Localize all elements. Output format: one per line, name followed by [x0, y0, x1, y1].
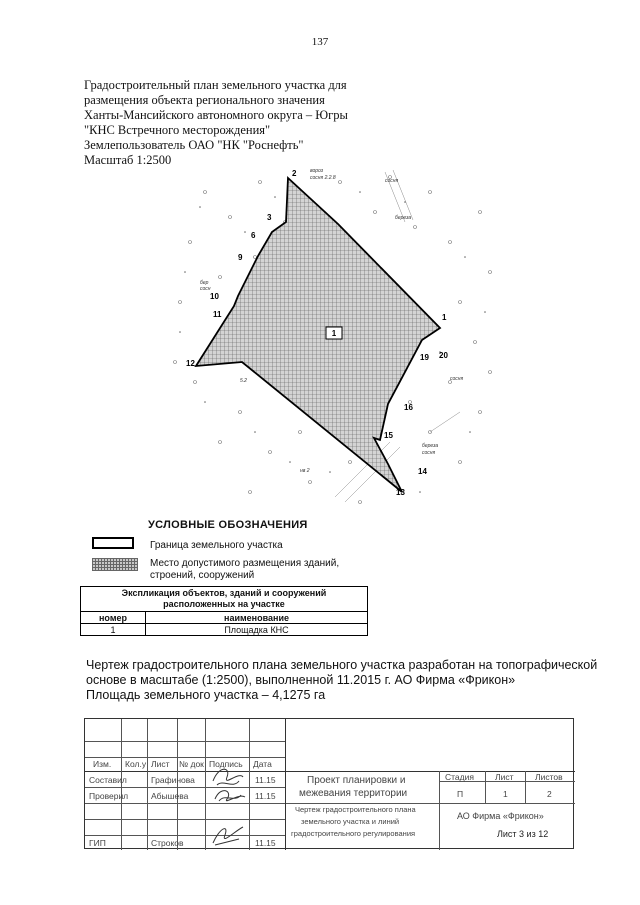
- svg-text:бер: бер: [200, 280, 209, 286]
- drawing-note: [86, 658, 597, 703]
- point-label: 13: [396, 488, 405, 497]
- signature-image: [209, 819, 249, 849]
- legend-placement-text: [150, 558, 339, 582]
- point-label: 9: [238, 253, 243, 262]
- point-label: 20: [439, 351, 448, 360]
- stamp-role: ГИП: [89, 838, 106, 848]
- sheet-value: 1: [503, 789, 508, 799]
- area-line: Площадь земельного участка – 4,1275 га: [86, 688, 326, 702]
- row-name: Площадка КНС: [146, 624, 368, 636]
- sheet-info: Лист 3 из 12: [497, 829, 549, 839]
- svg-text:сосн: сосн: [200, 286, 211, 292]
- note-line: Чертеж градостроительного плана земельного участка разработан на топографической: [86, 658, 598, 672]
- header-line: "КНС Встречного месторождения": [84, 123, 271, 137]
- company-name: АО Фирма «Фрикон»: [457, 811, 544, 821]
- header-line: размещения объекта регионального значения: [84, 93, 325, 107]
- explication-table: [80, 586, 368, 636]
- drawing-title: градостроительного регулирования: [291, 829, 416, 838]
- drawing-title: Чертеж градостроительного плана: [295, 805, 416, 814]
- legend-boundary-row: [92, 537, 392, 551]
- svg-text:нв 2: нв 2: [300, 468, 310, 474]
- svg-text:вороз: вороз: [310, 168, 324, 174]
- stamp-header: Кол.у: [125, 759, 147, 769]
- legend-placement-line: строений, сооружений: [150, 570, 255, 581]
- header-line: Ханты-Мансийского автономного округа – Югры: [84, 108, 348, 122]
- stamp-role: Проверил: [89, 791, 129, 801]
- col-sheets: Листов: [535, 772, 563, 782]
- land-plot-map: [160, 162, 500, 517]
- col-sheet: Лист: [495, 772, 514, 782]
- table-row: [81, 624, 368, 636]
- point-label: 11: [213, 310, 222, 319]
- object-label: 1: [331, 329, 337, 338]
- scale-line: Масштаб 1:2500: [84, 153, 172, 167]
- point-label: 14: [418, 467, 427, 476]
- header-line: Градостроительный план земельного участка для: [84, 78, 347, 92]
- stamp-name: Графинова: [151, 775, 195, 785]
- explication-title: [81, 587, 368, 612]
- stamp-header: Дата: [253, 759, 272, 769]
- stamp-header: Лист: [151, 759, 170, 769]
- point-label: 3: [267, 213, 272, 222]
- legend-placement-row: [92, 558, 392, 584]
- explication-title-line: расположенных на участке: [163, 599, 285, 609]
- point-label: 10: [210, 292, 219, 301]
- col-number-header: номер: [81, 612, 146, 624]
- sheets-value: 2: [547, 789, 552, 799]
- svg-text:береза: береза: [395, 215, 412, 221]
- stamp-date: 11.15: [255, 775, 276, 785]
- svg-text:сосня 2.2.8: сосня 2.2.8: [310, 175, 336, 181]
- stamp-name: Абышева: [151, 791, 189, 801]
- boundary-swatch: [92, 537, 134, 549]
- legend-boundary-text: Граница земельного участка: [150, 540, 283, 551]
- point-label: 15: [384, 431, 393, 440]
- note-line: основе в масштабе (1:2500), выполненной 11.2015 г. АО Фирма «Фрикон»: [86, 673, 516, 687]
- drawing-title: земельного участка и линий: [301, 817, 400, 826]
- svg-text:сосня: сосня: [422, 450, 436, 456]
- page-number: 137: [311, 36, 329, 48]
- svg-text:береза: береза: [422, 443, 439, 449]
- explication-title-line: Экспликация объектов, зданий и сооружений: [121, 588, 327, 598]
- project-title: Проект планировки и: [307, 775, 406, 786]
- col-name-header: наименование: [146, 612, 368, 624]
- row-number: 1: [81, 624, 146, 636]
- plan-header: [84, 78, 348, 168]
- col-stage: Стадия: [445, 772, 474, 782]
- stamp-name: Строков: [151, 838, 184, 848]
- signature-image: [209, 763, 249, 807]
- placement-swatch: [92, 558, 138, 571]
- title-block-stamp: [84, 718, 574, 849]
- legend-title: УСЛОВНЫЕ ОБОЗНАЧЕНИЯ: [148, 519, 308, 531]
- stamp-header: Подпись: [209, 759, 243, 769]
- land-plot-boundary: [196, 178, 440, 492]
- point-label: 12: [186, 359, 195, 368]
- svg-text:сосня: сосня: [385, 178, 399, 184]
- stamp-header: Изм.: [93, 759, 112, 769]
- point-label: 6: [251, 231, 256, 240]
- point-label: 16: [404, 403, 413, 412]
- point-label: 2: [292, 169, 297, 178]
- stamp-date: 11.15: [255, 791, 276, 801]
- svg-text:5.2: 5.2: [240, 378, 247, 384]
- header-line: Землепользователь ОАО "НК "Роснефть": [84, 138, 304, 152]
- project-title: межевания территории: [299, 788, 408, 799]
- svg-text:сосня: сосня: [450, 376, 464, 382]
- stamp-role: Составил: [89, 775, 127, 785]
- stamp-date: 11.15: [255, 838, 276, 848]
- stage-value: П: [457, 789, 464, 799]
- legend-placement-line: Место допустимого размещения зданий,: [150, 558, 340, 569]
- stamp-header: № док: [179, 759, 204, 769]
- point-label: 1: [442, 313, 447, 322]
- point-label: 19: [420, 353, 429, 362]
